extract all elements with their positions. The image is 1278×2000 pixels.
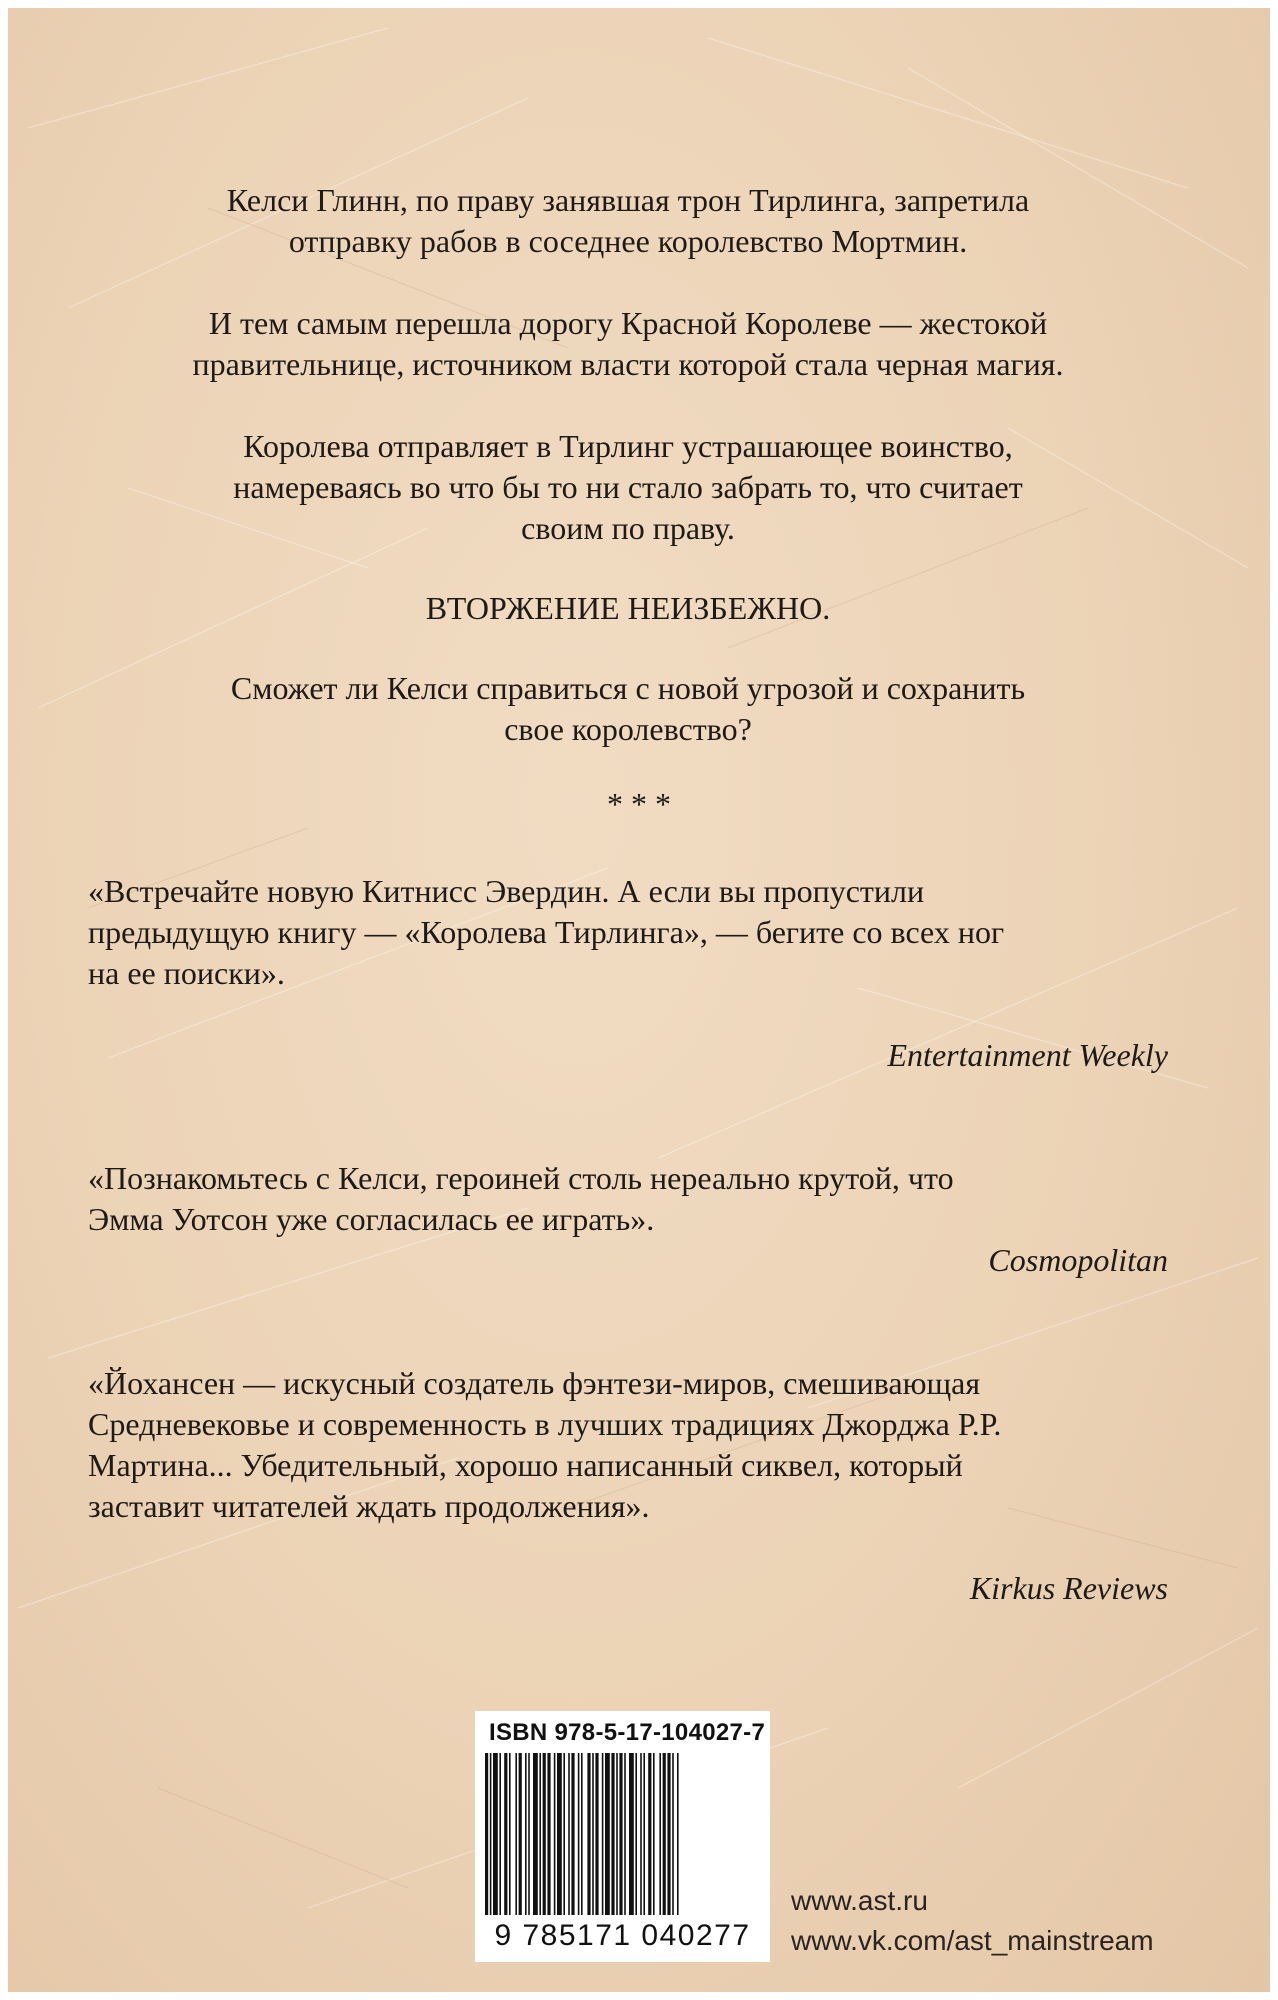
barcode-bar: [653, 1753, 655, 1915]
barcode-bar: [557, 1753, 562, 1915]
barcode-bar: [587, 1753, 590, 1915]
review-line: «Познакомьтесь с Келси, героиней столь нереально крутой, что: [88, 1160, 954, 1196]
blurb-paragraph-4: [88, 588, 1168, 629]
blurb-paragraph-1: [88, 180, 1168, 262]
barcode-bar: [640, 1753, 642, 1915]
barcode-bar: [485, 1753, 488, 1915]
barcode-bar: [619, 1753, 622, 1915]
barcode-bar: [504, 1753, 507, 1915]
barcode-bar: [554, 1753, 556, 1915]
blurb-line: И тем самым перешла дорогу Красной Королеве — жестокой: [208, 305, 1048, 341]
review-line: заставит читателей ждать продолжения».: [88, 1488, 650, 1524]
review-1-source: Entertainment Weekly: [887, 1037, 1168, 1073]
review-line: Мартина... Убедительный, хорошо написанный сиквел, который: [88, 1447, 963, 1483]
blurb-paragraph-2: [88, 303, 1168, 385]
barcode-bar: [663, 1753, 666, 1915]
review-1-quote: [88, 871, 1168, 994]
review-3-source: Kirkus Reviews: [969, 1570, 1168, 1606]
section-separator: * * *: [607, 786, 671, 822]
vk-link[interactable]: www.vk.com/ast_mainstream: [791, 1925, 1154, 1956]
blurb-line: Королева отправляет в Тирлинг устрашающее воинство,: [243, 428, 1013, 464]
publisher-links: [791, 1881, 1154, 1961]
review-2-quote: [88, 1158, 1168, 1240]
barcode-bar: [624, 1753, 626, 1915]
barcode-bar: [571, 1753, 574, 1915]
blurb-line: Келси Глинн, по праву занявшая трон Тирлинга, запретила: [226, 182, 1030, 218]
review-2-source: Cosmopolitan: [988, 1242, 1168, 1278]
barcode-bar: [578, 1753, 580, 1915]
barcode-bar: [533, 1753, 538, 1915]
isbn-barcode: [475, 1711, 770, 1962]
blurb-line: правительнице, источником власти которой стала черная магия.: [192, 346, 1064, 382]
barcode-bar: [635, 1753, 637, 1915]
barcode-bar: [581, 1753, 583, 1915]
blurb-line: отправку рабов в соседнее королевство Мортмин.: [288, 223, 968, 259]
book-back-cover: [8, 8, 1270, 1992]
barcode-bar: [490, 1753, 492, 1915]
review-line: Эмма Уотсон уже согласилась ее играть».: [88, 1201, 655, 1237]
barcode-bar: [611, 1753, 614, 1915]
barcode-bar: [595, 1753, 598, 1915]
review-3-quote: [88, 1363, 1168, 1527]
barcode-bar: [659, 1753, 661, 1915]
barcode-bar: [547, 1753, 550, 1915]
barcode-bar: [515, 1753, 517, 1915]
barcode-bar: [605, 1753, 610, 1915]
blurb-headline: ВТОРЖЕНИЕ НЕИЗБЕЖНО.: [425, 590, 831, 626]
review-line: на ее поиски».: [88, 955, 285, 991]
barcode-bar: [667, 1753, 670, 1915]
barcode-bar: [499, 1753, 501, 1915]
barcode-bar: [568, 1753, 570, 1915]
blurb-line: намереваясь во что бы то ни стало забрать то, что считает: [233, 469, 1023, 505]
barcode-bar: [525, 1753, 527, 1915]
review-line: Средневековье и современность в лучших традициях Джорджа Р.Р.: [88, 1406, 1002, 1442]
barcode-bar: [563, 1753, 565, 1915]
barcode-bar: [592, 1753, 594, 1915]
barcode-bar: [528, 1753, 530, 1915]
blurb-line: свое королевство?: [504, 711, 752, 747]
barcode-bar: [602, 1753, 604, 1915]
blurb-paragraph-3: [88, 426, 1168, 549]
barcode-bar: [509, 1753, 511, 1915]
barcode-bar: [493, 1753, 498, 1915]
barcode-bar: [643, 1753, 645, 1915]
blurb-line: Сможет ли Келси справиться с новой угрозой и сохранить: [230, 670, 1026, 706]
barcode-bars: [479, 1753, 766, 1923]
barcode-bar: [616, 1753, 618, 1915]
blurb-line: своим по праву.: [521, 510, 735, 546]
barcode-bar: [648, 1753, 651, 1915]
website-link[interactable]: www.ast.ru: [791, 1885, 928, 1916]
barcode-digits: 9 785171 040277: [494, 1919, 751, 1952]
isbn-label: ISBN 978-5-17-104027-7: [489, 1719, 766, 1746]
review-line: «Йохансен — искусный создатель фэнтези-миров, смешивающая: [88, 1365, 981, 1401]
barcode-bar: [539, 1753, 541, 1915]
barcode-bar: [677, 1753, 679, 1915]
review-line: «Встречайте новую Китнисс Эвердин. А если вы пропустили: [88, 873, 925, 909]
barcode-bar: [519, 1753, 522, 1915]
blurb-paragraph-5: [88, 668, 1168, 750]
barcode-bar: [629, 1753, 634, 1915]
review-line: предыдущую книгу — «Королева Тирлинга», — бегите со всех ног: [88, 914, 1005, 950]
barcode-bar: [672, 1753, 674, 1915]
barcode-bar: [543, 1753, 546, 1915]
